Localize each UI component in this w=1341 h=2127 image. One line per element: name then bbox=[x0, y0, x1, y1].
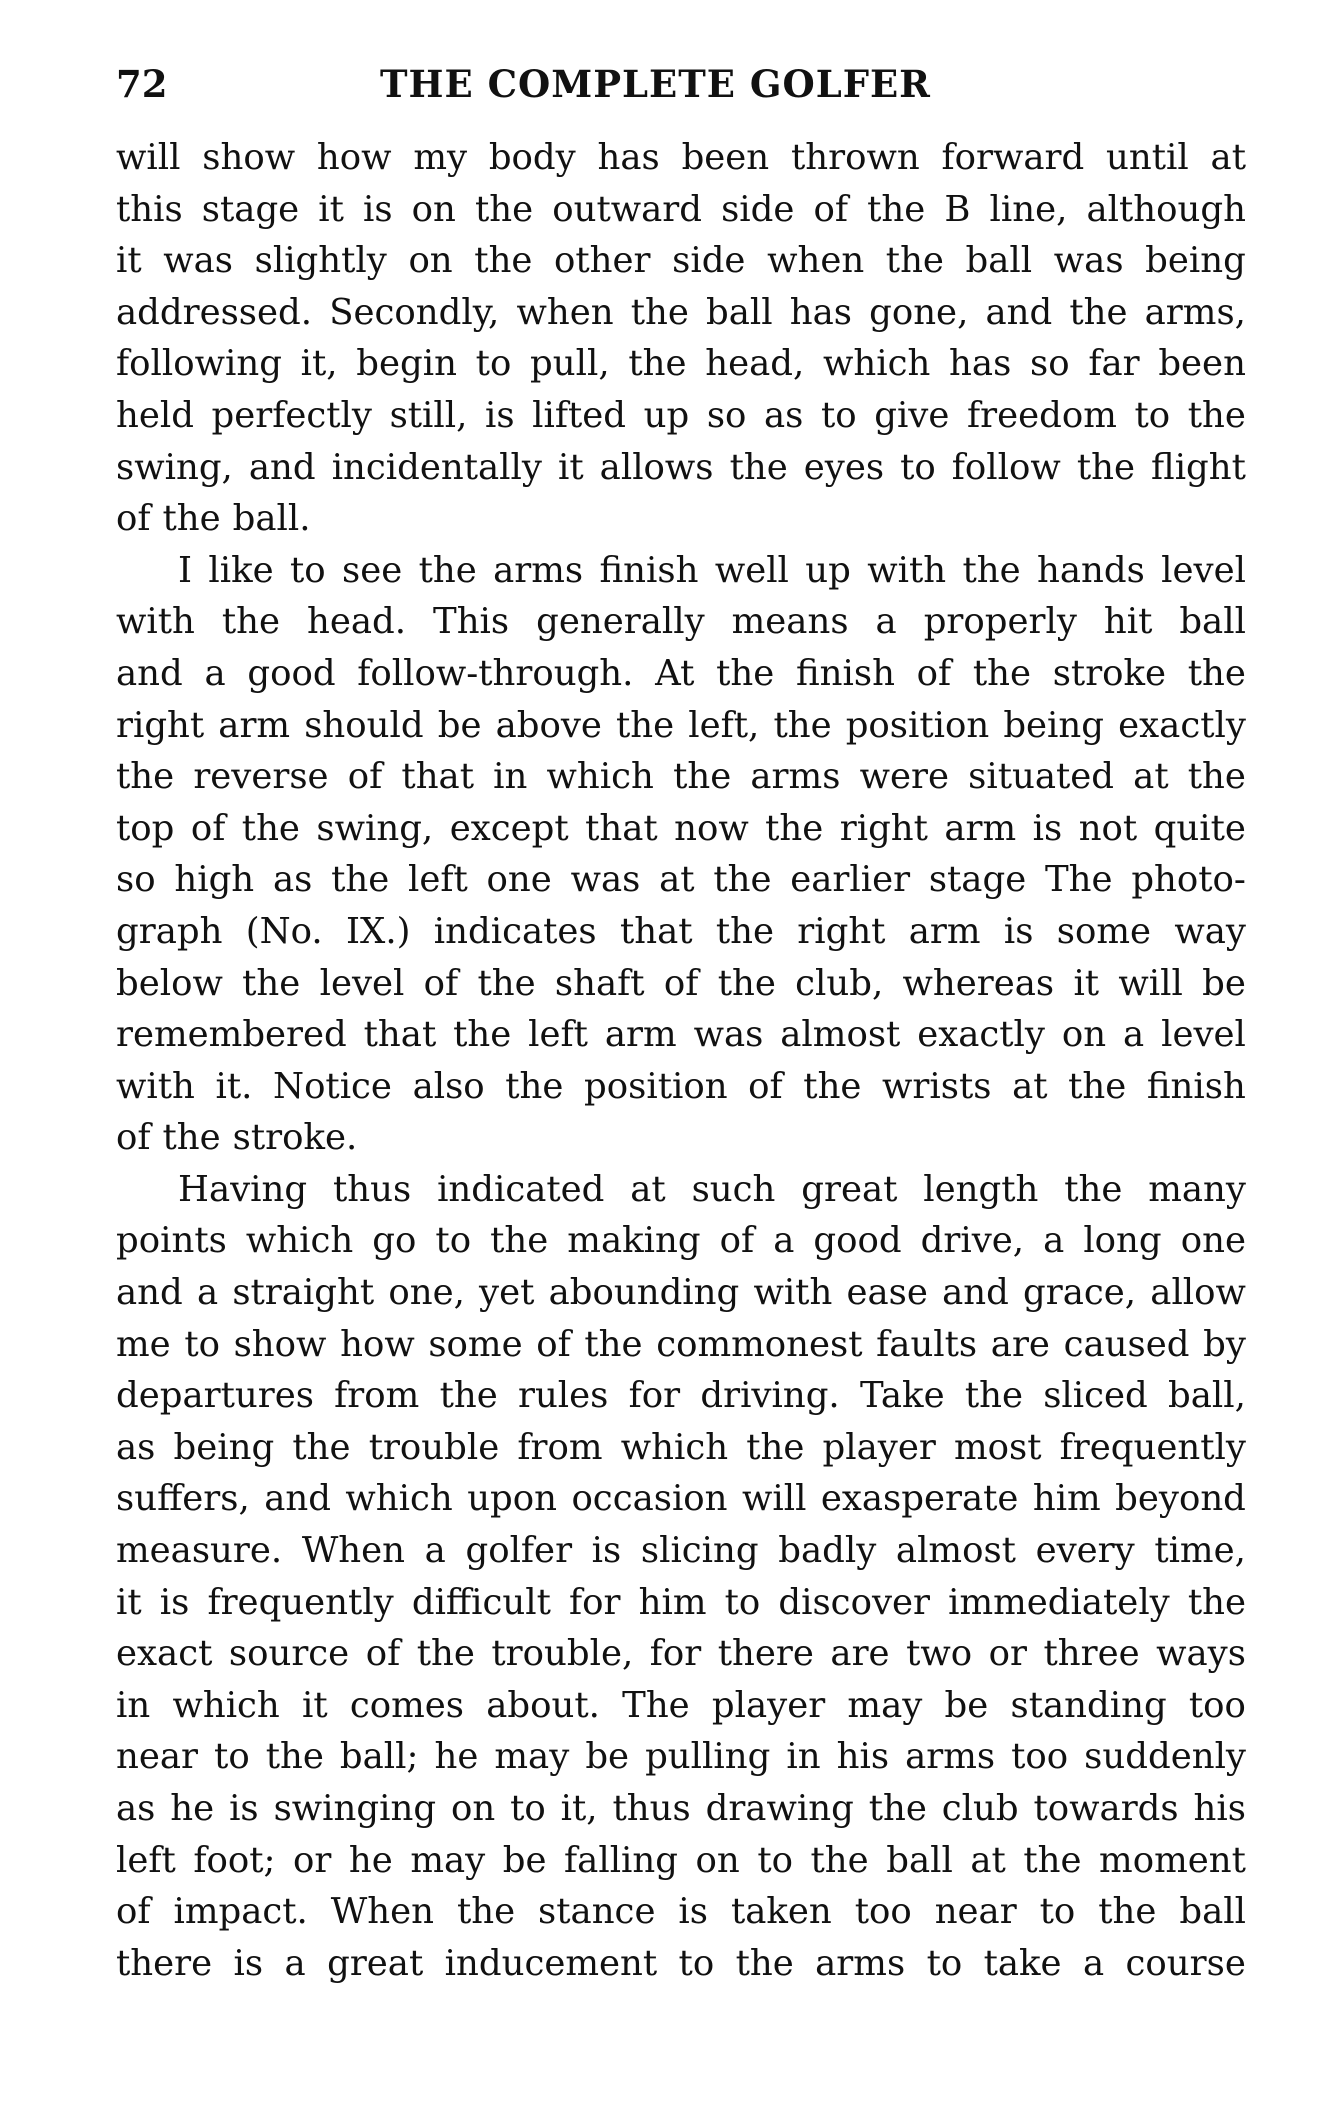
text-line: with the head. This generally means a properly hit ball bbox=[116, 601, 1246, 643]
text-line: of the ball. bbox=[116, 498, 311, 540]
text-line: left foot; or he may be falling on to the ball at the moment bbox=[116, 1839, 1246, 1881]
text-line: of the stroke. bbox=[116, 1117, 358, 1159]
text-line: it is frequently difficult for him to discover immediately the bbox=[116, 1581, 1246, 1623]
text-line: it was slightly on the other side when the ball was being bbox=[116, 240, 1246, 282]
text-line: will show how my body has been thrown forward until at bbox=[116, 137, 1246, 178]
text-line: following it, begin to pull, the head, which has so far been bbox=[116, 343, 1246, 385]
text-line: and a good follow-through. At the finish of the stroke the bbox=[116, 652, 1246, 694]
text-line: addressed. Secondly, when the ball has gone, and the arms, bbox=[116, 291, 1246, 333]
text-line: departures from the rules for driving. Take the sliced ball, bbox=[116, 1375, 1246, 1417]
text-line: me to show how some of the commonest faults are caused by bbox=[116, 1323, 1246, 1365]
text-line: remembered that the left arm was almost exactly on a level bbox=[116, 1014, 1246, 1056]
text-line: Having thus indicated at such great length the many bbox=[178, 1168, 1246, 1210]
text-line: as being the trouble from which the player most frequently bbox=[116, 1426, 1246, 1468]
running-title: THE COMPLETE GOLFER bbox=[380, 62, 931, 106]
paragraph bbox=[116, 545, 1246, 1164]
text-line: top of the swing, except that now the right arm is not quite bbox=[116, 807, 1246, 849]
text-line: graph (No. IX.) indicates that the right arm is some way bbox=[116, 910, 1246, 952]
paragraph bbox=[116, 1164, 1246, 1990]
page-number: 72 bbox=[116, 62, 168, 106]
text-line: of impact. When the stance is taken too near to the ball bbox=[116, 1891, 1246, 1933]
text-line: with it. Notice also the position of the wrists at the finish bbox=[116, 1065, 1246, 1107]
text-line: measure. When a golfer is slicing badly almost every time, bbox=[116, 1530, 1246, 1572]
text-line: the reverse of that in which the arms were situated at the bbox=[116, 756, 1246, 798]
text-line: right arm should be above the left, the position being exactly bbox=[116, 704, 1246, 746]
paragraph bbox=[116, 132, 1246, 545]
text-line: so high as the left one was at the earlier stage The photo- bbox=[116, 859, 1246, 901]
text-line: swing, and incidentally it allows the eyes to follow the flight bbox=[116, 446, 1246, 488]
text-line: as he is swinging on to it, thus drawing the club towards his bbox=[116, 1788, 1246, 1829]
text-line: I like to see the arms finish well up with the hands level bbox=[178, 549, 1246, 591]
text-line: and a straight one, yet abounding with ease and grace, allow bbox=[116, 1272, 1246, 1314]
text-line: suffers, and which upon occasion will exasperate him beyond bbox=[116, 1478, 1246, 1520]
body-text bbox=[116, 132, 1246, 1989]
text-line: there is a great inducement to the arms to take a course bbox=[116, 1942, 1246, 1984]
text-line: held perfectly still, is lifted up so as to give freedom to the bbox=[116, 394, 1246, 436]
text-line: exact source of the trouble, for there are two or three ways bbox=[116, 1633, 1246, 1675]
text-line: below the level of the shaft of the club, whereas it will be bbox=[116, 962, 1246, 1004]
text-line: this stage it is on the outward side of the B line, although bbox=[116, 188, 1246, 230]
text-line: points which go to the making of a good drive, a long one bbox=[116, 1220, 1246, 1262]
text-line: in which it comes about. The player may be standing too bbox=[116, 1684, 1246, 1726]
text-line: near to the ball; he may be pulling in his arms too suddenly bbox=[116, 1736, 1246, 1778]
